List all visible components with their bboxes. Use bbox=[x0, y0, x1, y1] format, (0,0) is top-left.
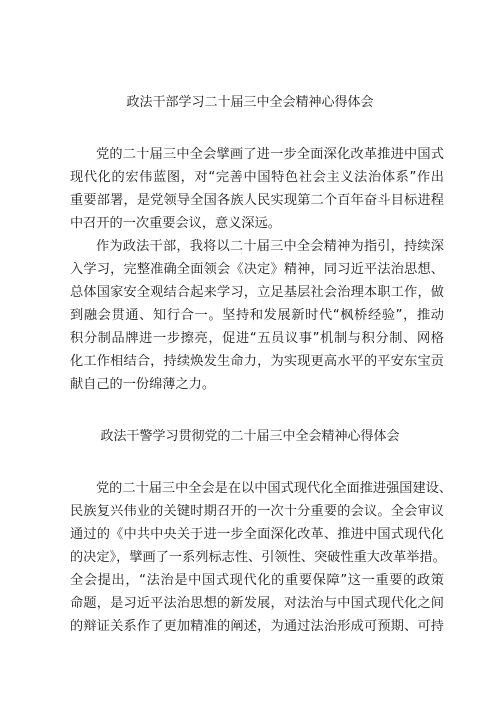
section-1-line-3: 重要部署，是党领导全国各族人民实现第二个百年奋斗目标进程 bbox=[70, 193, 444, 208]
section-1-line-8: 到融会贯通、知行合一。坚持和发展新时代“枫桥经验”，推动 bbox=[70, 308, 444, 323]
section-1-line-7: 总体国家安全观结合起来学习，立足基层社会治理本职工作，做 bbox=[70, 285, 444, 300]
section-2-line-5: 全会提出，“法治是中国式现代化的重要保障”这一重要的政策 bbox=[70, 573, 444, 588]
section-1-title: 政法干部学习二十届三中全会精神心得体会 bbox=[126, 95, 374, 110]
section-2-line-1: 党的二十届三中全会是在以中国式现代化全面推进强国建设、 bbox=[96, 481, 453, 496]
section-1-line-6: 入学习，完整准确全面领会《决定》精神，同习近平法治思想、 bbox=[70, 262, 444, 277]
section-1-line-11: 献自己的一份绵薄之力。 bbox=[70, 377, 216, 392]
section-1-line-5: 作为政法干部，我将以二十届三中全会精神为指引，持续深 bbox=[96, 239, 444, 254]
section-2-title: 政法干警学习贯彻党的二十届三中全会精神心得体会 bbox=[100, 429, 400, 444]
section-2-line-2: 民族复兴伟业的关键时期召开的一次十分重要的会议。全会审议 bbox=[70, 504, 444, 519]
section-1-line-10: 化工作相结合，持续焕发生命力，为实现更高水平的平安东宝贡 bbox=[70, 354, 444, 369]
section-1-line-2: 现代化的宏伟蓝图，对“完善中国特色社会主义法治体系”作出 bbox=[70, 170, 444, 185]
section-1-line-1: 党的二十届三中全会擘画了进一步全面深化改革推进中国式 bbox=[96, 147, 444, 162]
section-1-line-9: 积分制品牌进一步擦亮，促进“五员议事”机制与积分制、网格 bbox=[70, 331, 444, 346]
section-2-line-7: 的辩证关系作了更加精准的阐述，为通过法治形成可预期、可持 bbox=[70, 619, 444, 634]
section-1-line-4: 中召开的一次重要会议，意义深远。 bbox=[70, 216, 281, 231]
section-2-line-6: 命题，是习近平法治思想的新发展，对法治与中国式现代化之间 bbox=[70, 596, 444, 611]
section-2-line-4: 的决定》，擘画了一系列标志性、引领性、突破性重大改革举措。 bbox=[70, 550, 446, 565]
section-2-line-3: 通过的《中共中央关于进一步全面深化改革、推进中国式现代化 bbox=[70, 527, 444, 542]
